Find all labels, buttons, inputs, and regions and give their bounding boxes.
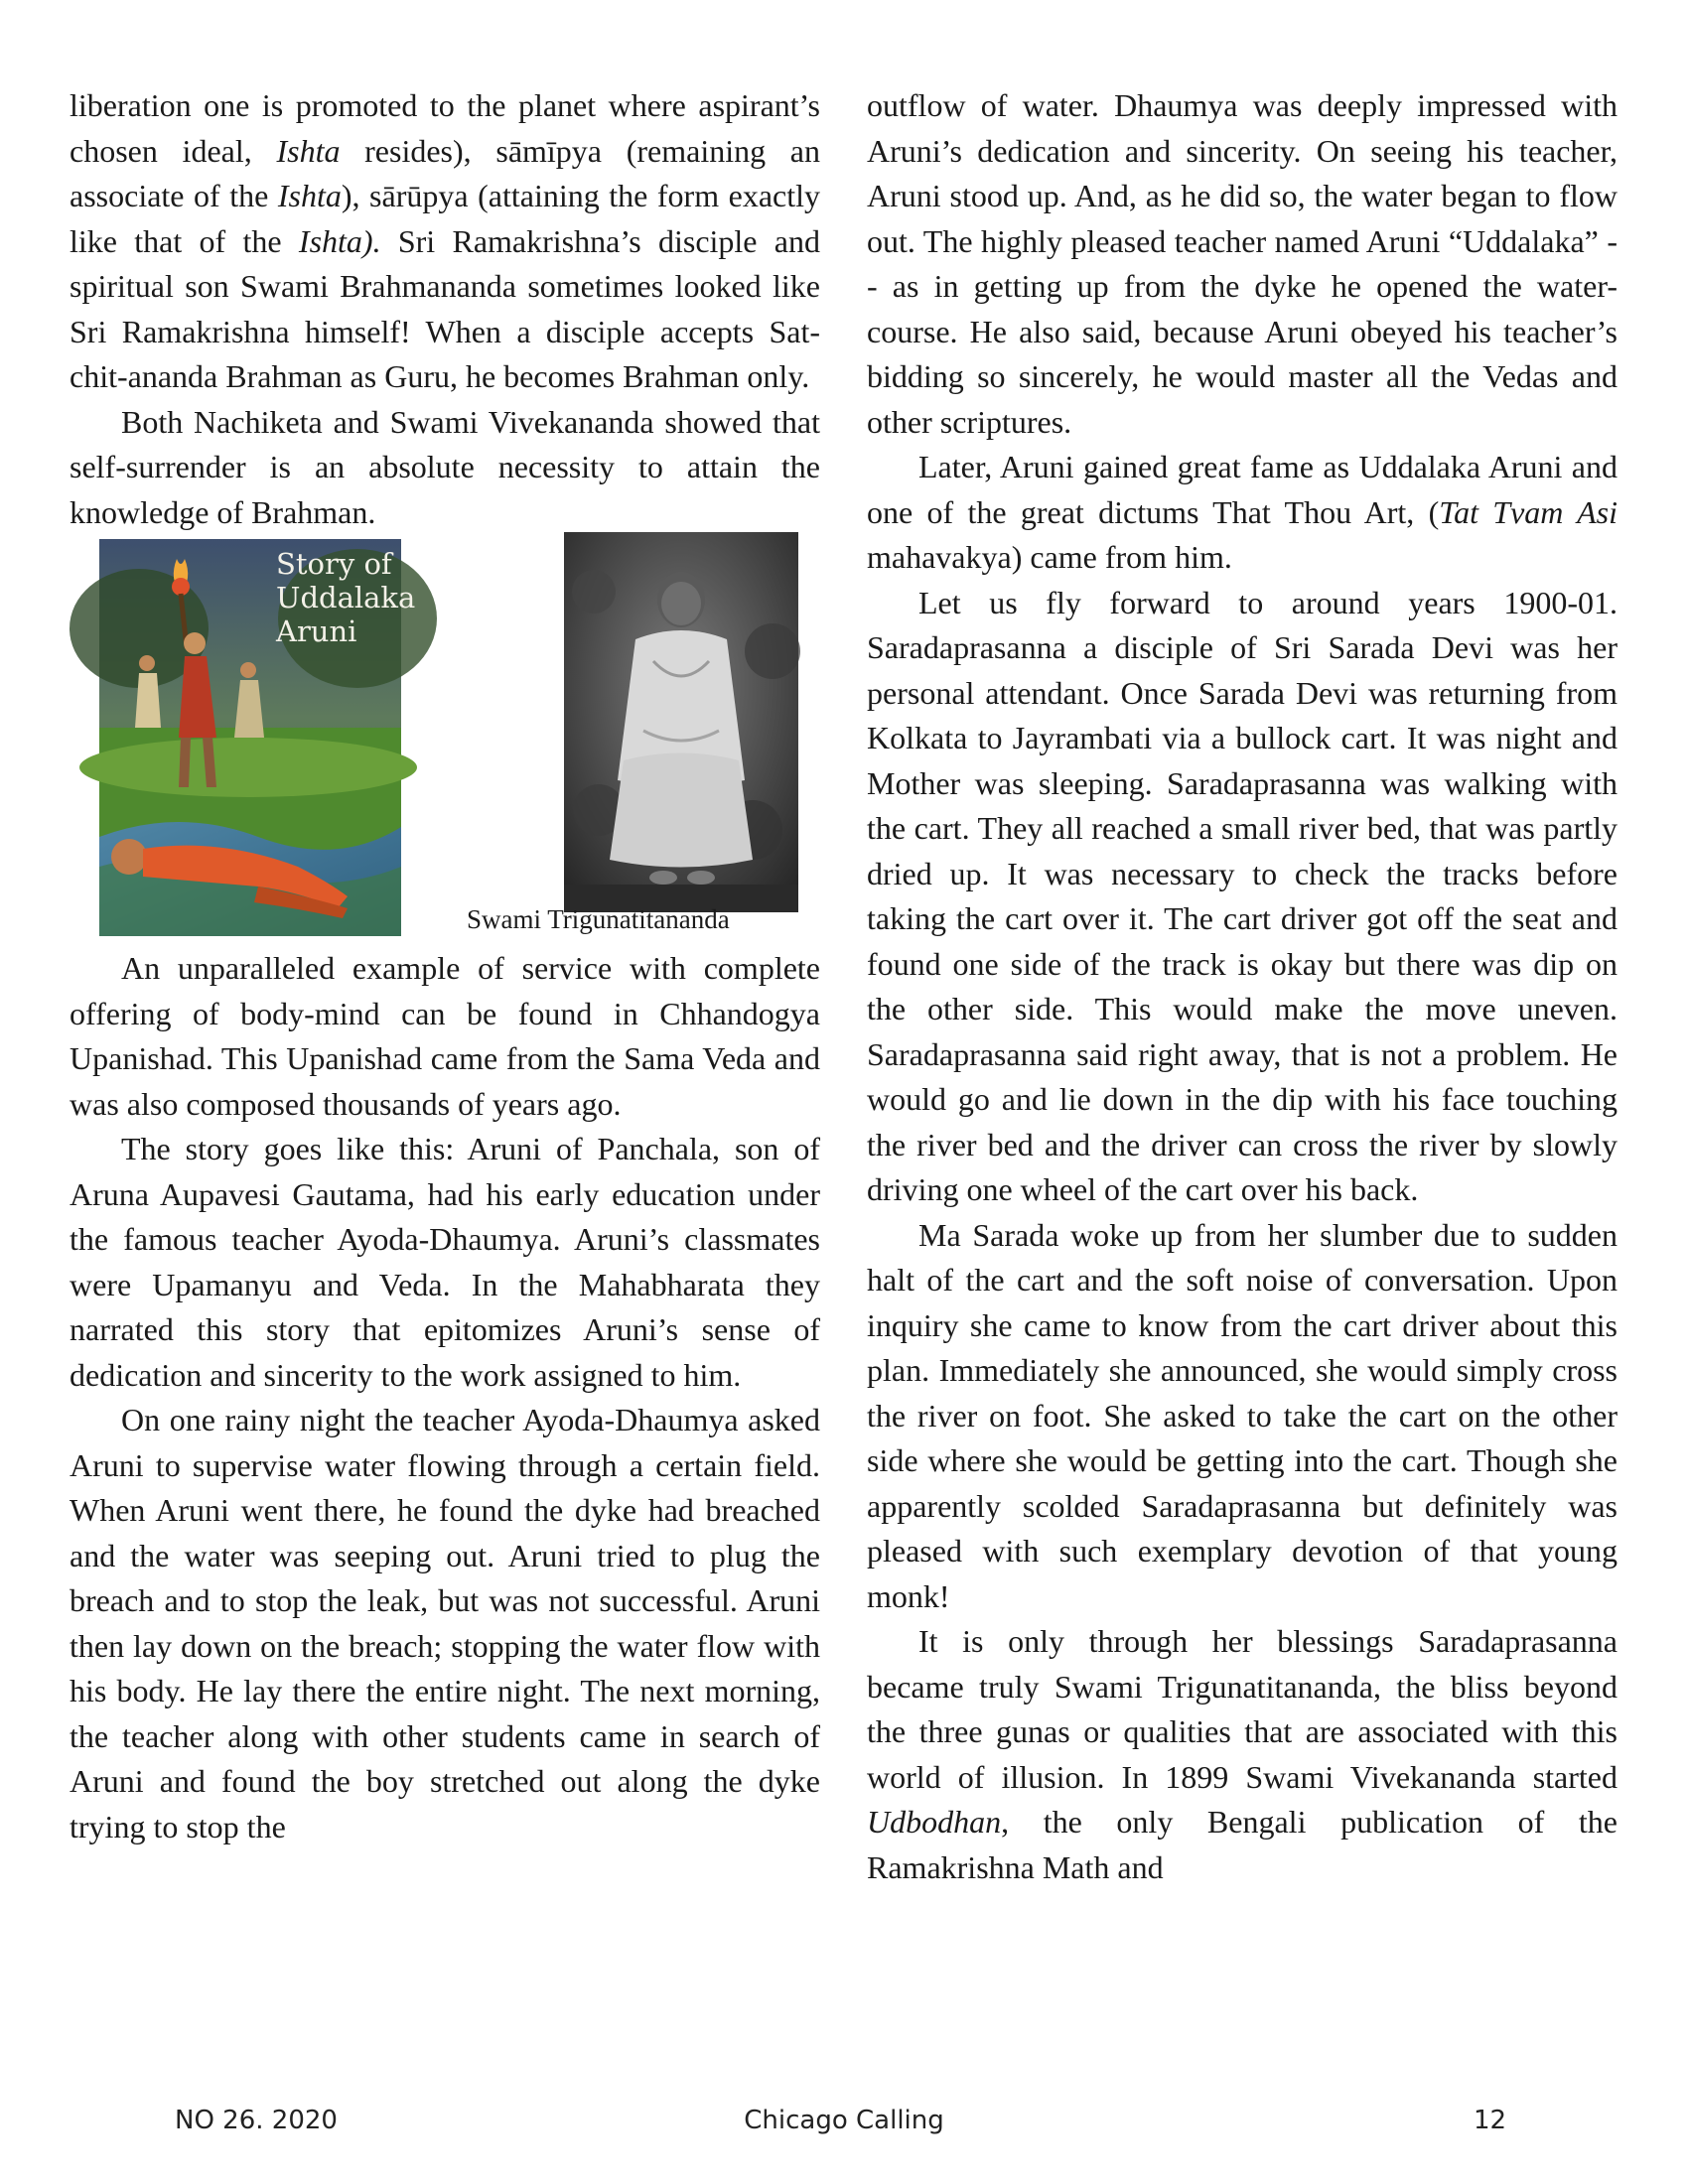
left-column: [70, 83, 820, 1849]
swami-photo: [564, 532, 798, 912]
paragraph: The story goes like this: Aruni of Panchala, son of Aruna Aupavesi Gautama, had his early education under the famous teacher Ayoda-Dhaumya. Aruni’s classmates were Upamanyu and Veda. In the Mahabharata they narrated this story that epitomizes Aruni’s sense of dedication and sincerity to the work assigned to him.: [70, 1131, 820, 1393]
aruni-illustration: [99, 539, 416, 936]
paragraph: It is only through her blessings Saradaprasanna became truly Swami Trigunatitananda, the bliss beyond the three gunas or qualities that are associated with this world of illusion. In 1899 Swami Vivekananda started Udbodhan, the only Bengali publication of the Ramakrishna Math and: [867, 1623, 1618, 1885]
footer-page-number: 12: [1474, 2106, 1507, 2135]
aruni-illustration-title: Story of Uddalaka Aruni: [276, 547, 416, 648]
paragraph: outflow of water. Dhaumya was deeply impressed with Aruni’s dedication and sincerity. On seeing his teacher, Aruni stood up. And, as he did so, the water began to flow out. The highly pleased teacher named Aruni “Uddalaka” -- as in getting up from the dyke he opened the water-course. He also said, because Aruni obeyed his teacher’s bidding so sincerely, he would master all the Vedas and other scriptures.: [867, 87, 1618, 440]
paragraph: Let us fly forward to around years 1900-01. Saradaprasanna a disciple of Sri Sarada Devi was her personal attendant. Once Sarada Devi was returning from Kolkata to Jayrambati via a bullock cart. It was night and Mother was sleeping. Saradaprasanna was walking with the cart. They all reached a small river bed, that was partly dried up. It was necessary to check the tracks before taking the cart over it. The cart driver got off the seat and found one side of the track is okay but there was dip on the other side. This would make the move uneven. Saradaprasanna said right away, that is not a problem. He would go and lie down in the dip with his face touching the river bed and the driver can cross the river by slowly driving one wheel of the cart over his back.: [867, 584, 1618, 1207]
paragraph: An unparalleled example of service with complete offering of body-mind can be found in Chhandogya Upanishad. This Upanishad came from the Sama Veda and was also composed thousands of years ago.: [70, 950, 820, 1122]
swami-photograph-image: [564, 532, 798, 912]
paragraph: liberation one is promoted to the planet where aspirant’s chosen ideal, Ishta resides), sāmīpya (remaining an associate of the Ishta), sārūpya (attaining the form exactly like that of the Ishta). Sri Ramakrishna’s disciple and spiritual son Swami Brahmananda sometimes looked like Sri Ramakrishna himself! When a disciple accepts Sat-chit-ananda Brahman as Guru, he becomes Brahman only.: [70, 87, 821, 394]
footer-publication: Chicago Calling: [744, 2106, 944, 2135]
paragraph: On one rainy night the teacher Ayoda-Dhaumya asked Aruni to supervise water flowing through a certain field. When Aruni went there, he found the dyke had breached and the water was seeping out. Aruni tried to plug the breach and to stop the leak, but was not successful. Aruni then lay down on the breach; stopping the water flow with his body. He lay there the entire night. The next morning, the teacher along with other students came in search of Aruni and found the boy stretched out along the dyke trying to stop the: [70, 1402, 820, 1844]
paragraph: Later, Aruni gained great fame as Uddalaka Aruni and one of the great dictums That Thou Art, (Tat Tvam Asi mahavakya) came from him.: [867, 449, 1618, 575]
paragraph: Ma Sarada woke up from her slumber due to sudden halt of the cart and the soft noise of conversation. Upon inquiry she came to know from the cart driver about this plan. Immediately she announced, she would simply cross the river on foot. She asked to take the cart on the other side where she would be getting into the cart. Though she apparently scolded Saradaprasanna but definitely was pleased with such exemplary devotion of that young monk!: [867, 1216, 1618, 1614]
footer-issue: NO 26. 2020: [175, 2106, 338, 2135]
right-column: [867, 83, 1618, 1890]
figure-row: [70, 539, 820, 946]
swami-photo-caption: Swami Trigunatitananda: [467, 904, 730, 934]
paragraph: Both Nachiketa and Swami Vivekananda showed that self-surrender is an absolute necessity to attain the knowledge of Brahman.: [70, 403, 820, 530]
